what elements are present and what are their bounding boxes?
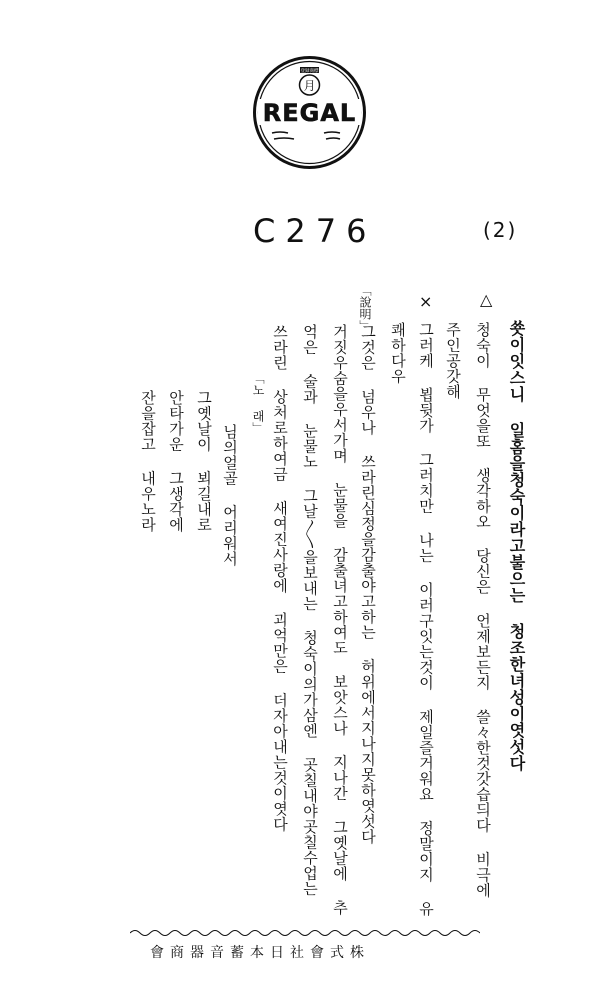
- text-column: 그러케 뵙뒷가 그러치만 나는 이러구잇는것이 제일즐거워요 정말이지 유: [417, 322, 435, 917]
- cross-marker: ×: [419, 292, 433, 311]
- catalog-number: C276: [253, 212, 377, 250]
- text-column: 쾌하다우: [389, 322, 407, 384]
- song-label: 「노 래」: [251, 372, 265, 434]
- publisher-footer: 會商器音蓄本日社會式株: [150, 945, 370, 961]
- song-line: 님의얼골 어리워서: [221, 424, 239, 567]
- song-line: 안타가운 그생각에: [167, 390, 185, 533]
- logo-center-glyph: 月: [303, 79, 316, 93]
- triangle-marker: △: [480, 290, 493, 309]
- text-column: 억은 술과 눈물노 그날〳〵을보내는 청숙이의가삼엔 곳칠내야곳칠수업는: [301, 324, 319, 897]
- wavy-divider: [130, 927, 480, 939]
- text-column: 주인공갓해: [444, 322, 462, 400]
- text-column: 그것은 넘우나 쓰라린심정을감출야고하는 허위에서지나지못하엿섯다: [359, 324, 377, 845]
- text-column: 청숙이 무엇을또 생각하오 당신은 언제보든지 쓸々한것갓습듸다 비극에: [474, 322, 492, 898]
- regal-logo: [252, 55, 367, 170]
- text-column: 거짓우숨을우서가며 눈물을 감출녀고하여도 보앗스나 지나간 그옛날에 추: [331, 324, 349, 916]
- song-line: 그옛날이 뵈길내로: [195, 390, 213, 533]
- page-number: (2): [483, 218, 518, 242]
- section-label: 「說明」: [358, 284, 372, 332]
- song-line: 잔을잡고 내우노라: [139, 390, 157, 533]
- text-column: 쓰라린 상처로하여금 새여진사랑에 괴억만은 더자아내는것이엿다: [271, 324, 289, 832]
- text-column: 쑛이잇스니 일홈을청숙이라고불으는 청조한녀성이엿섯다: [507, 320, 526, 772]
- logo-top-text: 登録商標: [300, 69, 319, 74]
- logo-brand-text: REGAL: [262, 99, 357, 127]
